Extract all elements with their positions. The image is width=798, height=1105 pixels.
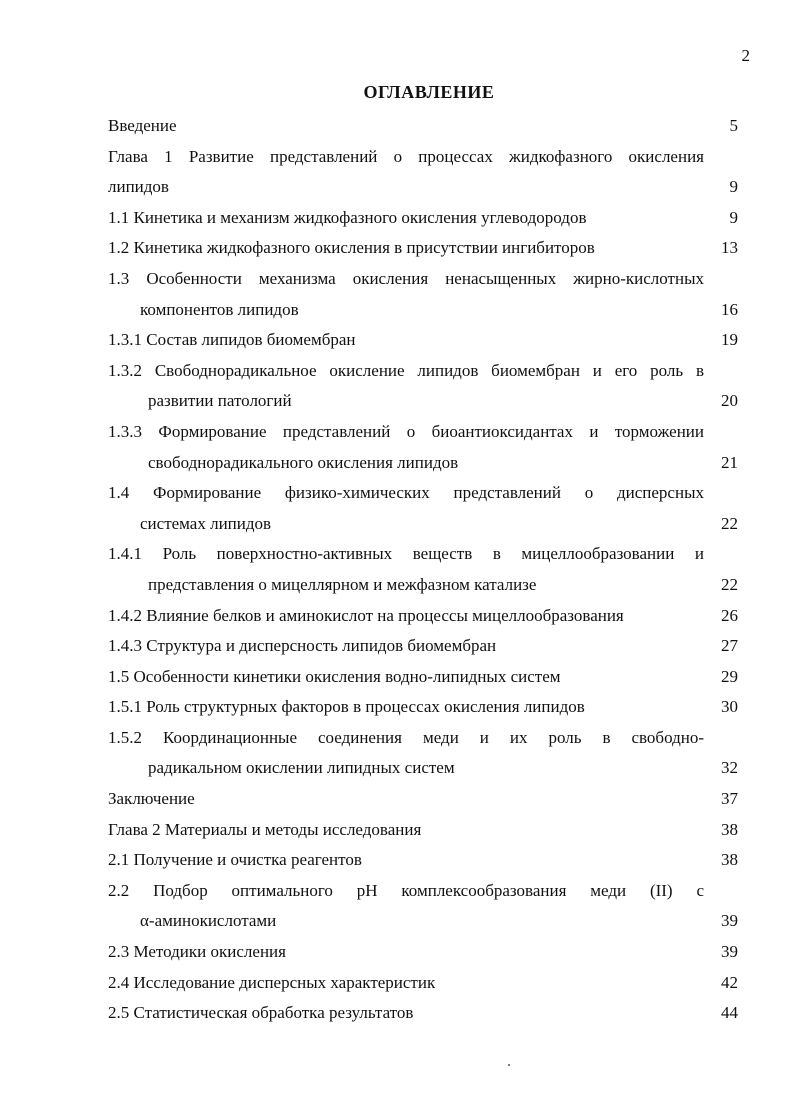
toc-entry-page: 13 <box>721 238 738 258</box>
toc-entry-page: 22 <box>721 574 738 594</box>
toc-entry-2-2 <box>108 876 738 937</box>
toc-entry-text: 1.2 Кинетика жидкофазного окисления в присутствии ингибиторов <box>108 238 595 258</box>
toc-entry-1-5 <box>108 662 738 693</box>
toc-entry-text: 1.4.1 Роль поверхностно-активных веществ в мицеллообразовании и <box>108 544 704 564</box>
toc-entry-1-4-2 <box>108 601 738 632</box>
toc-entry-page: 26 <box>721 605 738 625</box>
scan-speck <box>508 1064 510 1066</box>
toc-entry-text-continued: компонентов липидов <box>140 299 299 319</box>
toc-entry-page: 39 <box>721 942 738 962</box>
toc-entry-page: 22 <box>721 513 738 533</box>
toc-entry-text: 1.3.3 Формирование представлений о биоантиоксидантах и торможении <box>108 421 704 441</box>
toc-entry-page: 38 <box>721 850 738 870</box>
toc-entry-page: 5 <box>729 116 738 135</box>
toc-entry-text: Глава 2 Материалы и методы исследования <box>108 819 422 839</box>
toc-entry-2-5 <box>108 998 738 1029</box>
toc-entry-1-1 <box>108 203 738 234</box>
toc-entry-2-3 <box>108 937 738 968</box>
toc-entry-text: 1.3 Особенности механизма окисления ненасыщенных жирно-кислотных <box>108 268 704 288</box>
toc-entry-2-1 <box>108 845 738 876</box>
toc-entry-1-5-2 <box>108 723 738 784</box>
toc-entry-page: 32 <box>721 758 738 778</box>
toc-entry-page: 38 <box>721 819 738 839</box>
toc-entry-text: 2.2 Подбор оптимального pH комплексообразования меди (II) с <box>108 880 704 900</box>
toc-entry-page: 37 <box>721 789 738 809</box>
toc-entry-text: 1.4.3 Структура и дисперсность липидов биомембран <box>108 636 497 656</box>
toc-entry-conclusion <box>108 784 738 815</box>
page-number: 2 <box>741 46 750 65</box>
toc-entry-text: 1.4 Формирование физико-химических представлений о дисперсных <box>108 483 704 503</box>
toc-entry-chapter-2 <box>108 815 738 846</box>
toc-entry-text: Введение <box>108 116 177 135</box>
toc-entry-text-continued: α-аминокислотами <box>140 911 277 931</box>
toc-entry-text: 2.3 Методики окисления <box>108 942 286 962</box>
toc-entry-text: Заключение <box>108 789 195 809</box>
toc-entry-1-4-3 <box>108 631 738 662</box>
toc-entry-page: 27 <box>721 636 738 656</box>
toc-entry-text: 2.5 Статистическая обработка результатов <box>108 1003 414 1023</box>
toc-entry-text: 2.1 Получение и очистка реагентов <box>108 850 362 870</box>
toc-entry-text: 2.4 Исследование дисперсных характеристик <box>108 972 436 992</box>
toc-entry-page: 39 <box>721 911 738 931</box>
page-title: ОГЛАВЛЕНИЕ <box>363 82 495 102</box>
table-of-contents <box>108 111 738 1029</box>
toc-entry-page: 42 <box>721 972 738 992</box>
toc-entry-text: Глава 1 Развитие представлений о процессах жидкофазного окисления <box>108 146 704 166</box>
toc-entry-text-continued: развитии патологий <box>148 391 292 411</box>
toc-entry-page: 29 <box>721 666 738 686</box>
toc-entry-1-3-1 <box>108 325 738 356</box>
toc-entry-page: 9 <box>729 207 738 227</box>
toc-entry-text: 1.5.2 Координационные соединения меди и их роль в свободно- <box>108 727 704 747</box>
toc-entry-1-3-3 <box>108 417 738 478</box>
toc-entry-chapter-1 <box>108 142 738 203</box>
toc-entry-page: 21 <box>721 452 738 472</box>
toc-entry-text-continued: липидов <box>108 177 169 197</box>
toc-entry-introduction <box>108 111 738 142</box>
toc-entry-1-2 <box>108 233 738 264</box>
toc-entry-page: 19 <box>721 330 738 350</box>
toc-entry-page: 20 <box>721 391 738 411</box>
toc-entry-text: 1.5 Особенности кинетики окисления водно-липидных систем <box>108 666 561 686</box>
toc-entry-1-3-2 <box>108 356 738 417</box>
toc-entry-1-4 <box>108 478 738 539</box>
toc-entry-text: 1.3.2 Свободнорадикальное окисление липидов биомембран и его роль в <box>108 360 704 380</box>
toc-entry-1-5-1 <box>108 692 738 723</box>
toc-entry-1-4-1 <box>108 539 738 600</box>
toc-entry-page: 30 <box>721 697 738 717</box>
toc-entry-text-continued: свободнорадикального окисления липидов <box>148 452 459 472</box>
toc-entry-page: 9 <box>729 177 738 197</box>
toc-entry-1-3 <box>108 264 738 325</box>
toc-entry-text-continued: радикальном окислении липидных систем <box>148 758 455 778</box>
toc-entry-text-continued: представления о мицеллярном и межфазном катализе <box>148 574 537 594</box>
toc-entry-text: 1.1 Кинетика и механизм жидкофазного окисления углеводородов <box>108 207 587 227</box>
toc-entry-text: 1.4.2 Влияние белков и аминокислот на процессы мицеллообразования <box>108 605 624 625</box>
toc-entry-page: 44 <box>721 1003 738 1023</box>
toc-entry-page: 16 <box>721 299 738 319</box>
toc-entry-text-continued: системах липидов <box>140 513 272 533</box>
toc-entry-text: 1.5.1 Роль структурных факторов в процессах окисления липидов <box>108 697 585 717</box>
toc-entry-2-4 <box>108 968 738 999</box>
toc-entry-text: 1.3.1 Состав липидов биомембран <box>108 330 356 350</box>
